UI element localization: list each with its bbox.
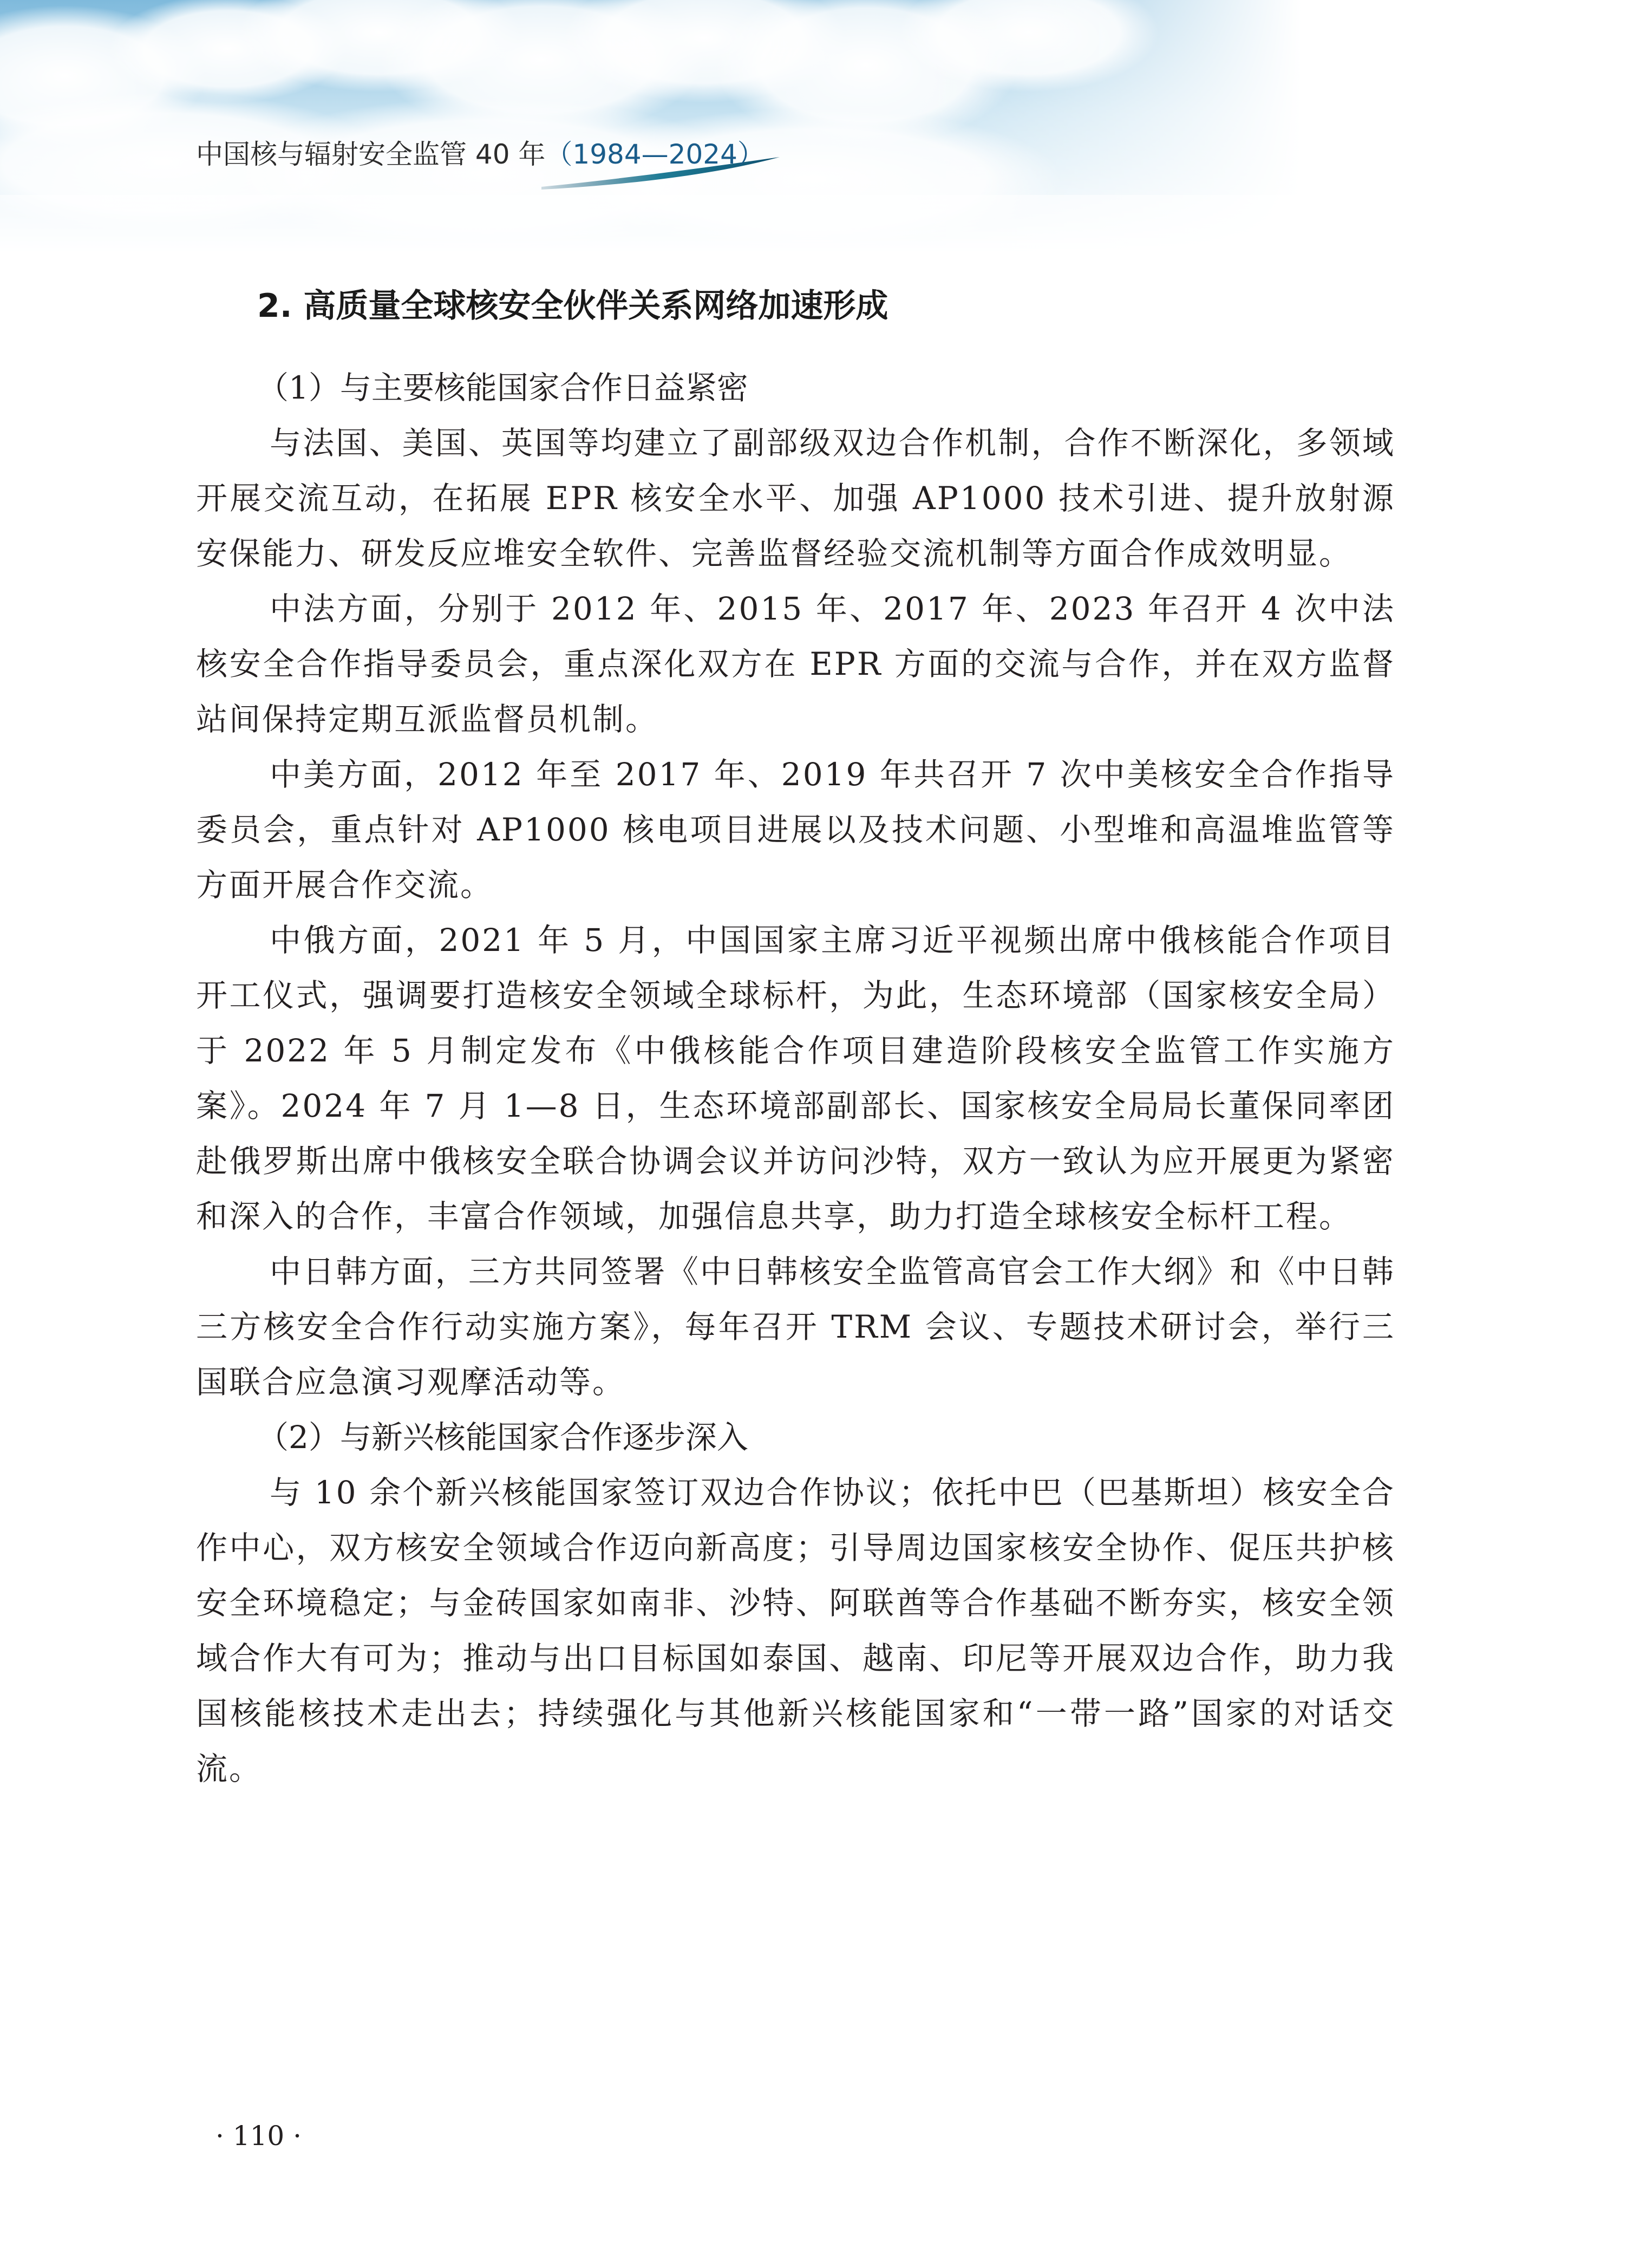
subsection-heading-2: （2）与新兴核能国家合作逐步深入 xyxy=(257,1419,748,1456)
running-head-years: （1984—2024） xyxy=(545,139,765,170)
running-head-title: 中国核与辐射安全监管 40 年 xyxy=(196,139,546,170)
subsection-heading-1: （1）与主要核能国家合作日益紧密 xyxy=(257,369,748,406)
header-sky-banner xyxy=(0,0,1627,255)
paragraph: 中美方面，2012 年至 2017 年、2019 年共召开 7 次中美核安全合作指导委员会，重点针对 AP1000 核电项目进展以及技术问题、小型堆和高温堆监管等方面开展合作交流。 xyxy=(196,756,1395,903)
paragraph: 中日韩方面，三方共同签署《中日韩核安全监管高官会工作大纲》和《中日韩三方核安全合作行动实施方案》，每年召开 TRM 会议、专题技术研讨会，举行三国联合应急演习观摩活动等。 xyxy=(196,1253,1395,1400)
paragraph: 与法国、美国、英国等均建立了副部级双边合作机制，合作不断深化，多领域开展交流互动，在拓展 EPR 核安全水平、加强 AP1000 技术引进、提升放射源安保能力、研发反应堆安全软件、完善监督经验交流机制等方面合作成效明显。 xyxy=(196,425,1395,572)
running-head xyxy=(196,133,765,172)
page-body xyxy=(196,284,1395,1796)
section-title: 2. 高质量全球核安全伙伴关系网络加速形成 xyxy=(257,287,888,325)
paragraph: 与 10 余个新兴核能国家签订双边合作协议；依托中巴（巴基斯坦）核安全合作中心，双方核安全领域合作迈向新高度；引导周边国家核安全协作、促压共护核安全环境稳定；与金砖国家如南非、沙特、阿联酋等合作基础不断夯实，核安全领域合作大有可为；推动与出口目标国如泰国、越南、印尼等开展双边合作，助力我国核能核技术走出去；持续强化与其他新兴核能国家和“一带一路”国家的对话交流。 xyxy=(196,1474,1395,1787)
page-number: · 110 · xyxy=(215,2120,302,2152)
cloud-sky-illustration xyxy=(0,0,1627,255)
paragraph: 中俄方面，2021 年 5 月，中国国家主席习近平视频出席中俄核能合作项目开工仪式，强调要打造核安全领域全球标杆，为此，生态环境部（国家核安全局）于 2022 年 5 月制定发布《中俄核能合作项目建造阶段核安全监管工作实施方案》。2024 年 7 月 1—8 日，生态环境部副部长、国家核安全局局长董保同率团赴俄罗斯出席中俄核安全联合协调会议并访问沙特，双方一致认为应开展更为紧密和深入的合作，丰富合作领域，加强信息共享，助力打造全球核安全标杆工程。 xyxy=(196,922,1395,1235)
paragraph: 中法方面，分别于 2012 年、2015 年、2017 年、2023 年召开 4 次中法核安全合作指导委员会，重点深化双方在 EPR 方面的交流与合作，并在双方监督站间保持定期互派监督员机制。 xyxy=(196,590,1395,738)
